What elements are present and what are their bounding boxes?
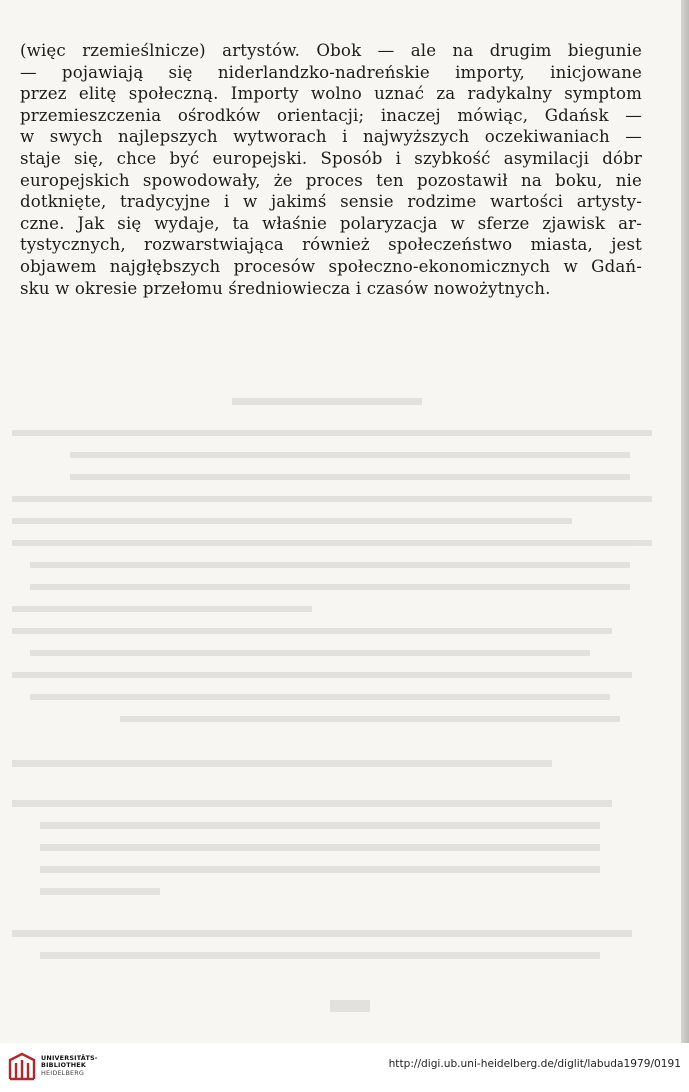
text-line: objawem najgłębszych procesów społeczno-ekonomicznych w Gdań-	[20, 256, 642, 276]
text-line: — pojawiają się niderlandzko-nadreńskie importy, inicjowane	[20, 62, 642, 82]
text-line: przemieszczenia ośrodków orientacji; inaczej mówiąc, Gdańsk —	[20, 105, 642, 125]
text-line: czne. Jak się wydaje, ta właśnie polaryzacja w sferze zjawisk ar-	[20, 213, 642, 233]
text-line: europejskich spowodowały, że proces ten pozostawił na boku, nie	[20, 170, 642, 190]
text-line: sku w okresie przełomu średniowiecza i czasów nowożytnych.	[20, 278, 551, 298]
source-url-link[interactable]: http://digi.ub.uni-heidelberg.de/diglit/labuda1979/0191	[388, 1058, 681, 1070]
library-name-line: UNIVERSITÄTS-	[41, 1054, 98, 1062]
text-line: przez elitę społeczną. Importy wolno uznać za radykalny symptom	[20, 84, 642, 104]
footer-bar	[0, 1043, 689, 1092]
page-edge	[681, 0, 689, 1043]
library-name	[41, 1055, 98, 1077]
body-paragraph	[20, 40, 642, 299]
text-line: tystycznych, rozwarstwiająca również społeczeństwo miasta, jest	[20, 235, 642, 255]
text-line: dotknięte, tradycyjne i w jakimś sensie rodzime wartości artysty-	[20, 192, 642, 212]
heidelberg-library-logo-icon[interactable]	[7, 1052, 37, 1082]
text-line: staje się, chce być europejski. Sposób i szybkość asymilacji dóbr	[20, 148, 642, 168]
library-name-line: BIBLIOTHEK	[41, 1061, 87, 1070]
text-line: w swych najlepszych wytworach i najwyższych oczekiwaniach —	[20, 127, 642, 147]
text-line: (więc rzemieślnicze) artystów. Obok — ale na drugim biegunie	[20, 41, 642, 60]
library-name-line: HEIDELBERG	[41, 1068, 85, 1077]
